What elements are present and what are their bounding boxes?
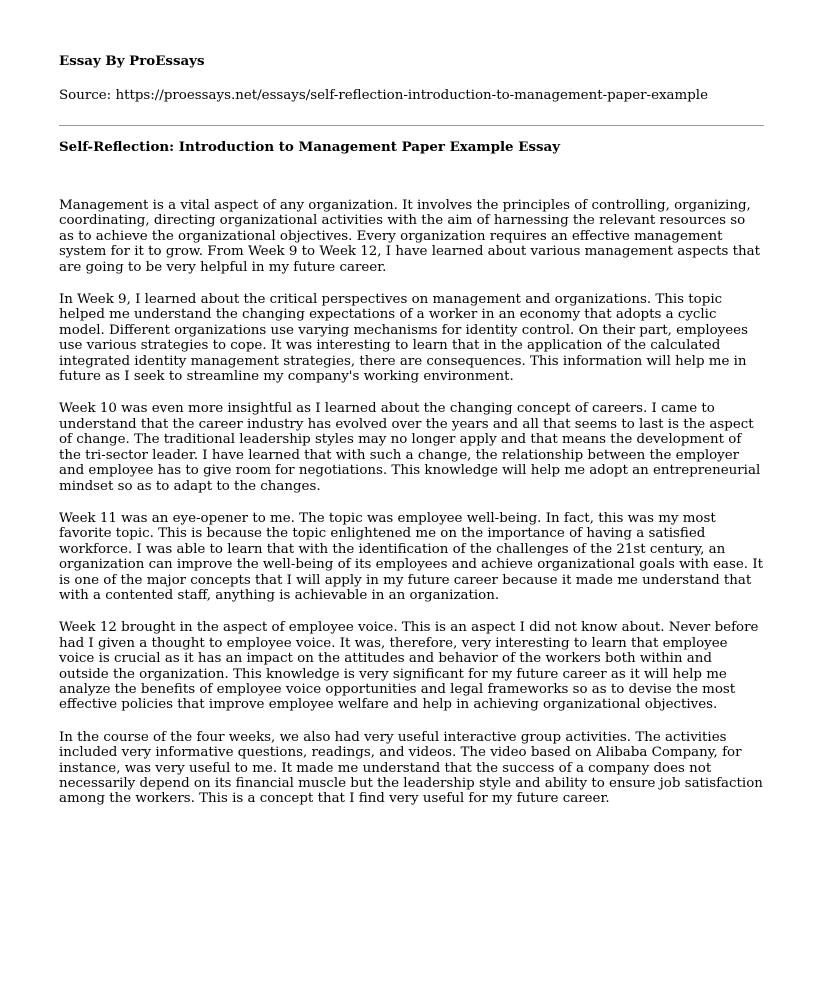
paragraph-1: Management is a vital aspect of any organization. It involves the principles of controlling, organizing, coordinating, directing organizational activities with the aim of harnessing the relevant resources so as to achieve the organizational objectives. Every organization requires an effective management system for it to grow. From Week 9 to Week 12, I have learned about various management aspects that are going to be very helpful in my future career.	[59, 198, 760, 275]
paragraph-2: In Week 9, I learned about the critical perspectives on management and organizations. This topic helped me understand the changing expectations of a worker in an economy that adopts a cyclic model. Different organizations use varying mechanisms for identity control. On their part, employees use various strategies to cope. It was interesting to learn that in the application of the calculated integrated identity management strategies, there are consequences. This information will help me in future as I seek to streamline my company's working environment.	[59, 292, 748, 385]
essay-title: Self-Reflection: Introduction to Management Paper Example Essay	[59, 139, 560, 155]
paragraph-6: In the course of the four weeks, we also had very useful interactive group activities. The activities included very informative questions, readings, and videos. The video based on Alibaba Company, for instance, was very useful to me. It made me understand that the success of a company does not necessarily depend on its financial muscle but the leadership style and ability to ensure job satisfaction among the workers. This is a concept that I find very useful for my future career.	[59, 729, 763, 807]
paragraph-5: Week 12 brought in the aspect of employee voice. This is an aspect I did not know about. Never before had I given a thought to employee voice. It was, therefore, very interesting to learn that employee voice is crucial as it has an impact on the attitudes and behavior of the workers both within and outside the organization. This knowledge is very significant for my future career as it will help me analyze the benefits of employee voice opportunities and legal frameworks so as to devise the most effective policies that improve employee welfare and help in achieving organizational objectives.	[59, 620, 759, 713]
paragraph-4: Week 11 was an eye-opener to me. The topic was employee well-being. In fact, this was my most favorite topic. This is because the topic enlightened me on the importance of having a satisfied workforce. I was able to learn that with the identification of the challenges of the 21st century, an organization can improve the well-being of its employees and achieve organizational goals with ease. It is one of the major concepts that I will apply in my future career because it made me understand that with a contented staff, anything is achievable in an organization.	[59, 510, 763, 603]
brand-heading: Essay By ProEssays	[59, 53, 205, 69]
paragraph-3: Week 10 was even more insightful as I learned about the changing concept of careers. I came to understand that the career industry has evolved over the years and all that seems to last is the aspect of change. The traditional leadership styles may no longer apply and that means the development of the tri-sector leader. I have learned that with such a change, the relationship between the employer and employee has to give room for negotiations. This knowledge will help me adopt an entrepreneurial mindset so as to adapt to the changes.	[59, 401, 761, 494]
source-line: Source: https://proessays.net/essays/self-reflection-introduction-to-management-paper-example	[59, 88, 709, 103]
essay-body	[59, 198, 764, 807]
document-page	[59, 52, 764, 824]
divider	[59, 125, 764, 126]
